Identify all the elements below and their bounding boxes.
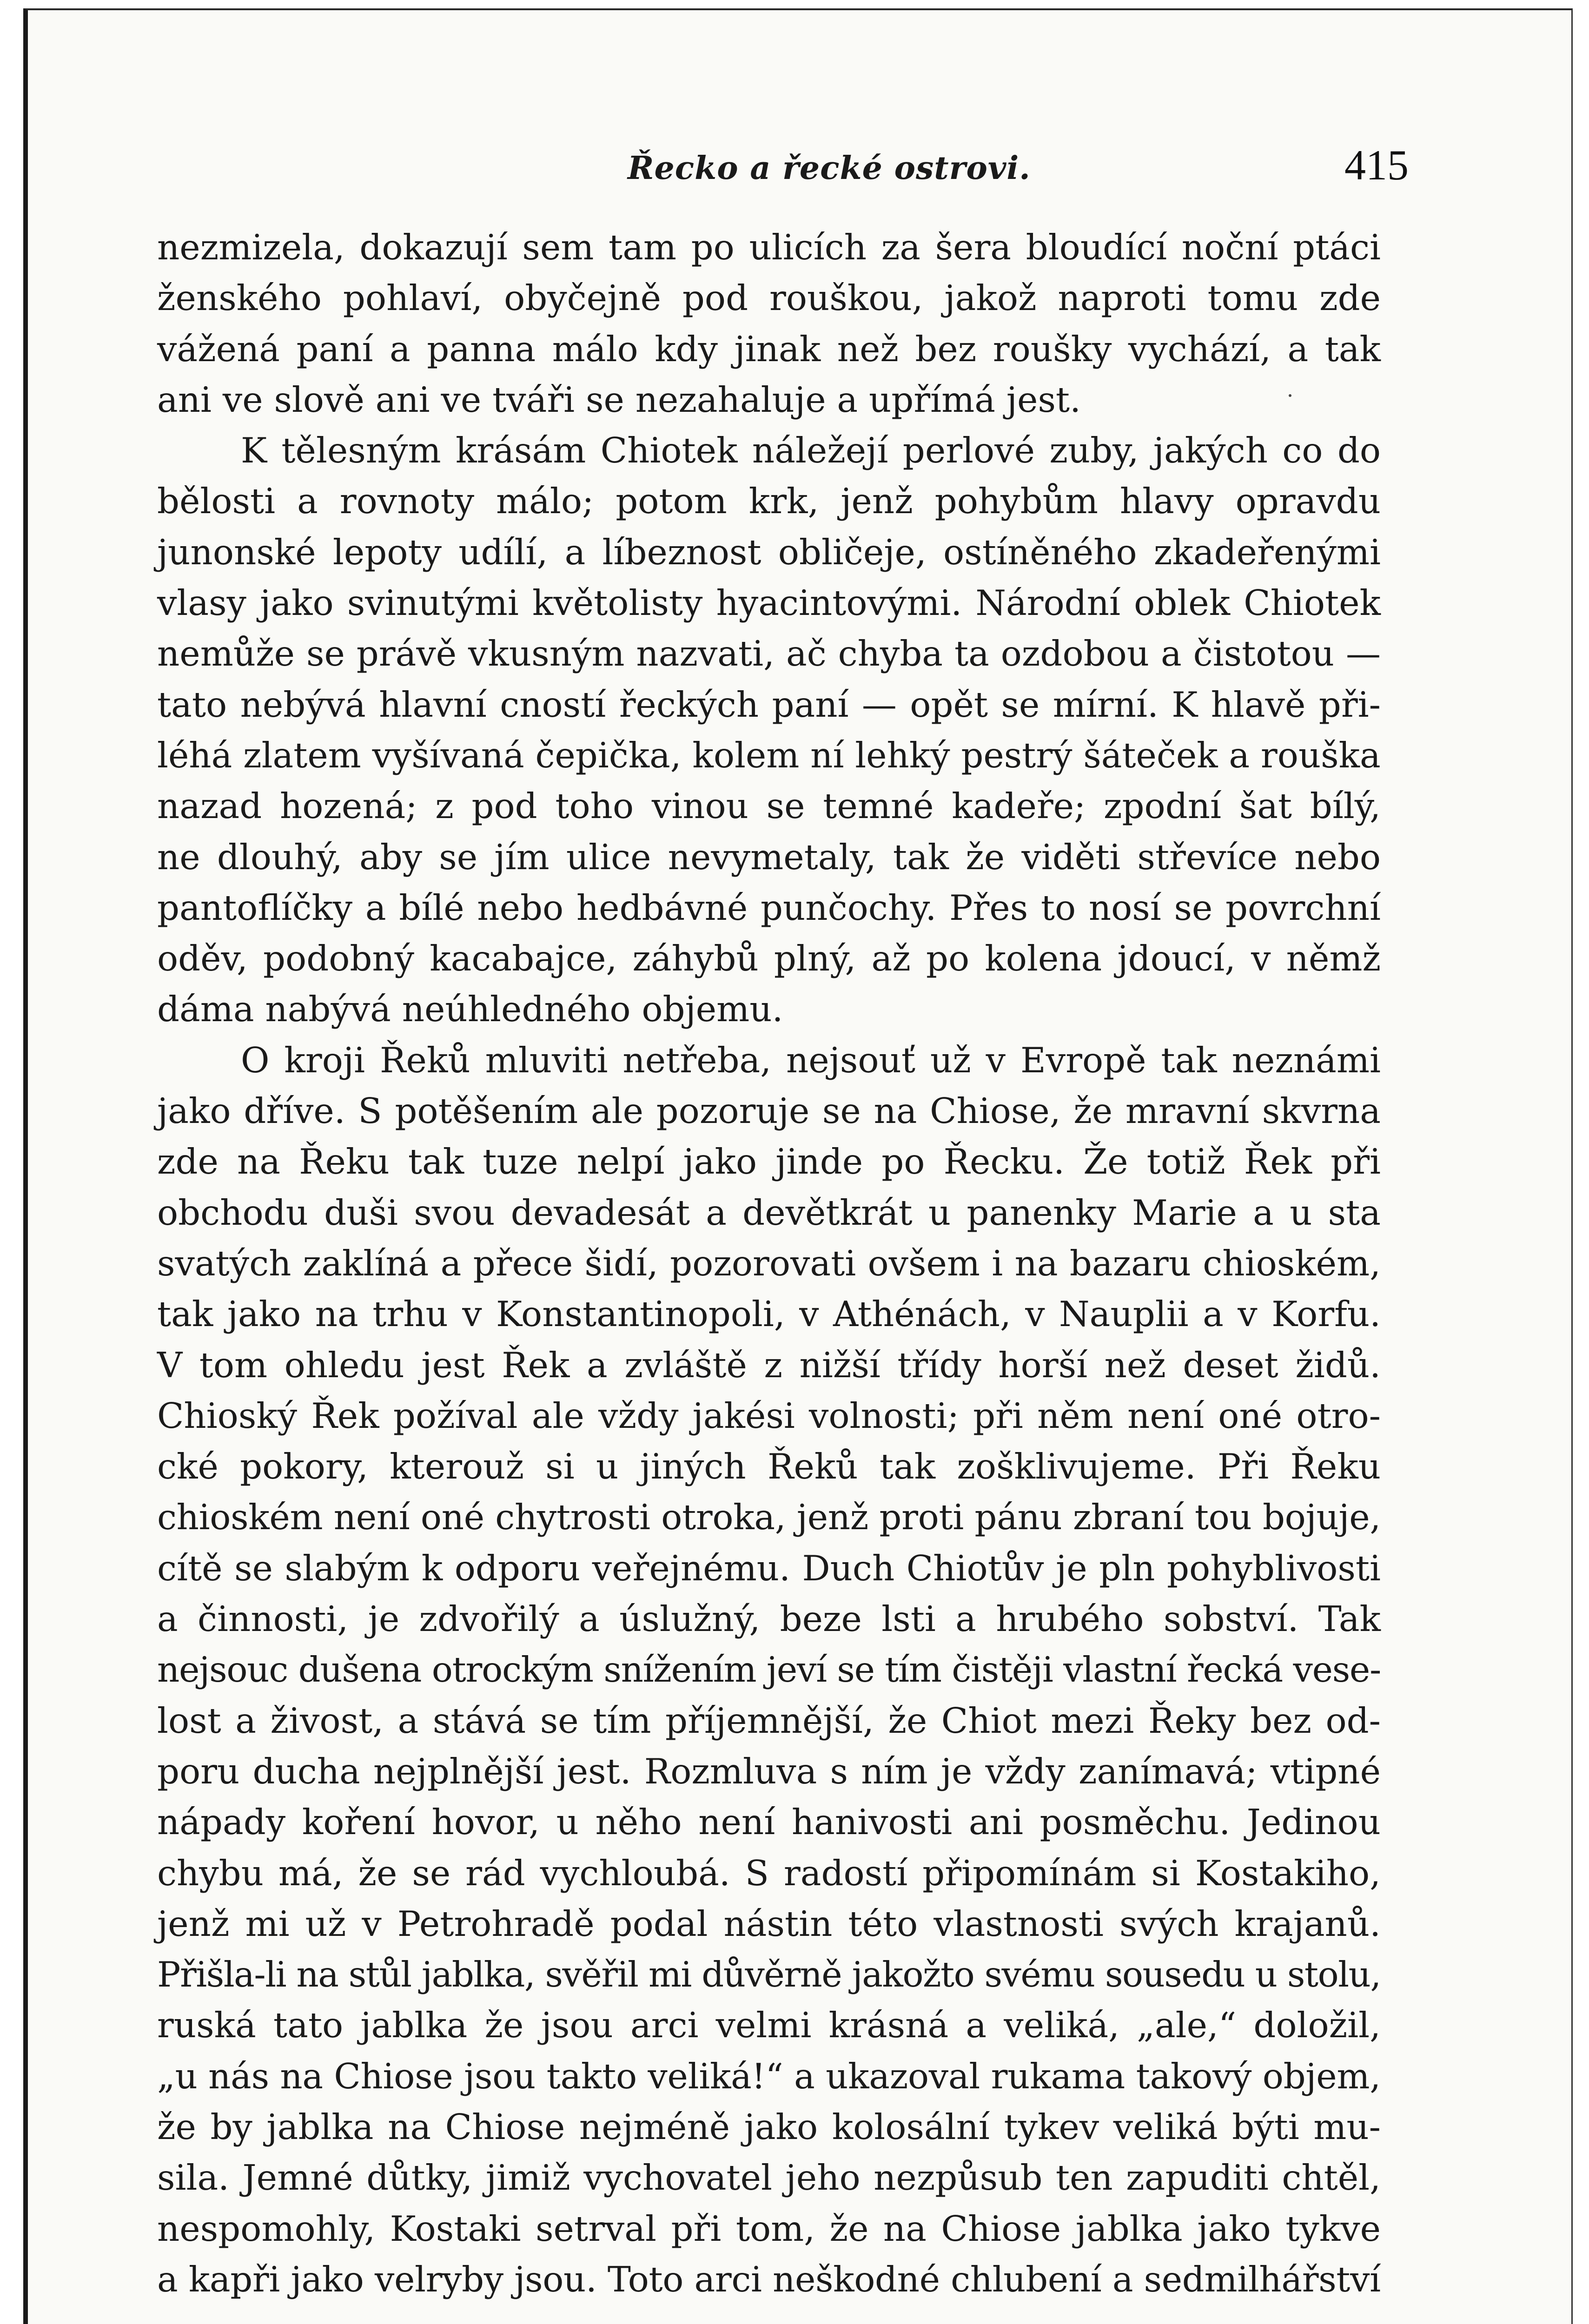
- text-line: léhá zlatem vyšívaná čepička, kolem ní lehký pestrý šáteček a rouška: [157, 734, 1381, 776]
- text-line: poru ducha nejplnější jest. Rozmluva s ním je vždy zanímavá; vtipné: [157, 1750, 1381, 1792]
- text-line: K tělesným krásám Chiotek náležejí perlové zuby, jakých co do: [241, 430, 1381, 471]
- text-line: obchodu duši svou devadesát a devětkrát u panenky Marie a u sta: [157, 1192, 1381, 1233]
- text-line: a kapři jako velryby jsou. Toto arci neškodné chlubení a sedmilhářství: [157, 2258, 1381, 2300]
- text-line: oděv, podobný kacabajce, záhybů plný, až po kolena jdoucí, v němž: [157, 938, 1381, 979]
- text-line: svatých zaklíná a přece šidí, pozorovati ovšem i na bazaru chioském,: [157, 1242, 1381, 1284]
- text-line: lost a živost, a stává se tím příjemnější, že Chiot mezi Řeky bez od-: [157, 1700, 1381, 1741]
- text-line: nespomohly, Kostaki setrval při tom, že na Chiose jablka jako tykve: [157, 2208, 1381, 2249]
- text-line: vlasy jako svinutými květolisty hyacintovými. Národní oblek Chiotek: [157, 582, 1381, 624]
- text-line: junonské lepoty udílí, a líbeznost obličeje, ostíněného zkadeřenými: [157, 531, 1381, 573]
- text-line: bělosti a rovnoty málo; potom krk, jenž pohybům hlavy opravdu: [157, 481, 1381, 522]
- text-line: pantoflíčky a bílé nebo hedbávné punčochy. Přes to nosí se povrchní: [157, 887, 1381, 928]
- text-line: ne dlouhý, aby se jím ulice nevymetaly, tak že viděti střevíce nebo: [157, 836, 1381, 878]
- text-line: tato nebývá hlavní cností řeckých paní — opět se mírní. K hlavě při-: [157, 684, 1381, 725]
- text-line: O kroji Řeků mluviti netřeba, nejsouť už v Evropě tak neznámi: [241, 1039, 1381, 1081]
- text-line: ruská tato jablka že jsou arci velmi krásná a veliká, „ale,“ doložil,: [157, 2005, 1381, 2046]
- text-line: ani ve slově ani ve tváři se nezahaluje a upřímá jest.: [157, 379, 1081, 420]
- text-line: cké pokory, kterouž si u jiných Řeků tak zošklivujeme. Při Řeku: [157, 1446, 1381, 1487]
- text-line: Přišla-li na stůl jablka, svěřil mi důvěrně jakožto svému sousedu u stolu,: [157, 1954, 1381, 1995]
- print-speck: [1289, 394, 1291, 397]
- text-line: nazad hozená; z pod toho vinou se temné kadeře; zpodní šat bílý,: [157, 786, 1381, 827]
- text-line: chioském není oné chytrosti otroka, jenž proti pánu zbraní tou bojuje,: [157, 1497, 1381, 1538]
- page-header: [186, 140, 1409, 205]
- text-line: nemůže se právě vkusným nazvati, ač chyba ta ozdobou a čistotou —: [157, 633, 1381, 674]
- text-line: a činnosti, je zdvořilý a úslužný, beze lsti a hrubého sobství. Tak: [157, 1598, 1381, 1640]
- running-title: Řecko a řecké ostrovi.: [628, 150, 1031, 187]
- text-line: že by jablka na Chiose nejméně jako kolosální tykev veliká býti mu-: [157, 2106, 1381, 2147]
- text-line: V tom ohledu jest Řek a zvláště z nižší třídy horší než deset židů.: [157, 1344, 1381, 1386]
- text-line: tak jako na trhu v Konstantinopoli, v Athénách, v Nauplii a v Korfu.: [157, 1294, 1381, 1335]
- text-line: sila. Jemné důtky, jimiž vychovatel jeho nezpůsub ten zapuditi chtěl,: [157, 2157, 1381, 2199]
- body-text: [157, 222, 1381, 2305]
- text-line: vážená paní a panna málo kdy jinak než bez roušky vychází, a tak: [157, 328, 1381, 370]
- text-line: „u nás na Chiose jsou takto veliká!“ a ukazoval rukama takový objem,: [157, 2055, 1381, 2097]
- text-line: Chioský Řek požíval ale vždy jakési volnosti; při něm není oné otro-: [157, 1395, 1381, 1436]
- text-line: jenž mi už v Petrohradě podal nástin této vlastnosti svých krajanů.: [157, 1903, 1381, 1944]
- text-line: jako dříve. S potěšením ale pozoruje se na Chiose, že mravní skvrna: [157, 1090, 1381, 1132]
- text-line: dáma nabývá neúhledného objemu.: [157, 989, 783, 1030]
- page-number: 415: [1344, 141, 1409, 189]
- text-line: chybu má, že se rád vychloubá. S radostí připomínám si Kostakiho,: [157, 1852, 1381, 1894]
- text-line: nápady koření hovor, u něho není hanivosti ani posměchu. Jedinou: [157, 1802, 1381, 1843]
- text-line: nezmizela, dokazují sem tam po ulicích za šera bloudící noční ptáci: [157, 227, 1381, 268]
- text-line: zde na Řeku tak tuze nelpí jako jinde po Řecku. Že totiž Řek při: [157, 1141, 1381, 1182]
- text-line: ženského pohlaví, obyčejně pod rouškou, jakož naproti tomu zde: [157, 277, 1381, 319]
- text-line: nejsouc dušena otrockým snížením jeví se tím čistěji vlastní řecká vese-: [157, 1649, 1381, 1690]
- text-line: cítě se slabým k odporu veřejnému. Duch Chiotův je pln pohyblivosti: [157, 1547, 1381, 1589]
